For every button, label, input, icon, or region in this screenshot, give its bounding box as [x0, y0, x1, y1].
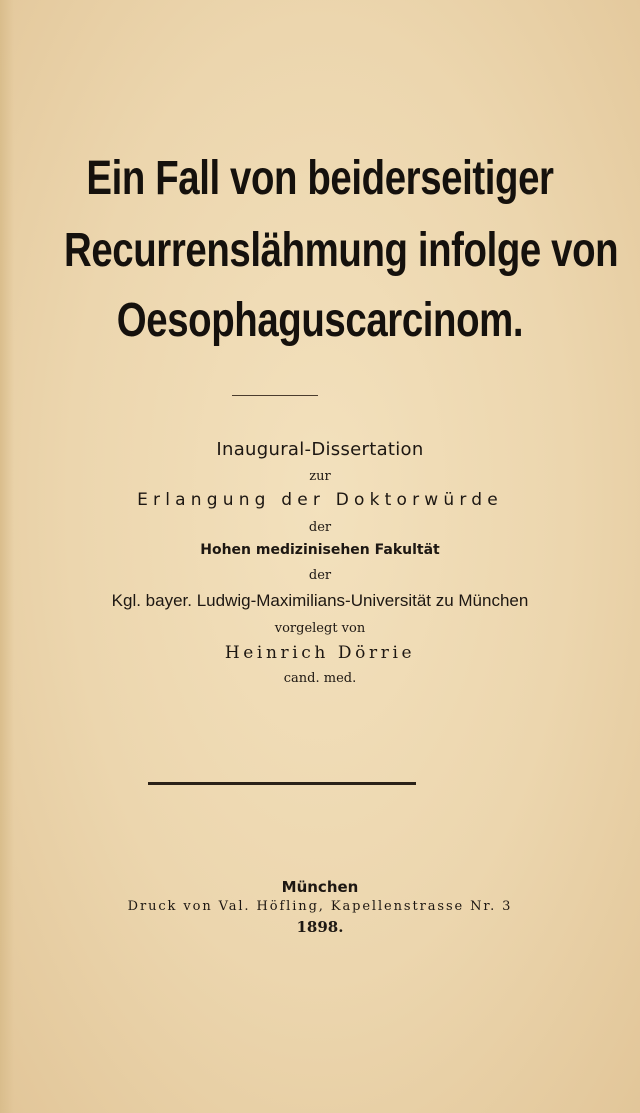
university-text: Kgl. bayer. Ludwig-Maximilians-Universität zu München	[111, 591, 529, 610]
faculty-text: Hohen medizinisehen Fakultät	[200, 542, 440, 558]
der-text-1: der	[308, 520, 332, 535]
presented-by-text: vorgelegt von	[274, 621, 366, 636]
der-text-2: der	[308, 568, 332, 583]
dissertation-type: Inaugural-Dissertation	[216, 439, 424, 460]
printer-text: Druck von Val. Höfling, Kapellenstrasse Nr. 3	[127, 899, 513, 914]
purpose-text: Erlangung der Doktorwürde	[137, 490, 503, 510]
zur-text: zur	[309, 469, 331, 484]
degree-text: cand. med.	[283, 671, 357, 686]
city-text: München	[281, 878, 359, 896]
title-line-1: Ein Fall von beiderseitiger	[86, 152, 554, 205]
title-divider-rule	[232, 395, 318, 396]
author-name: Heinrich Dörrie	[224, 643, 416, 663]
title-line-3: Oesophaguscarcinom.	[116, 294, 524, 347]
title-line-2: Recurrenslähmung infolge von	[64, 224, 619, 277]
year-text: 1898.	[296, 918, 344, 936]
imprint-divider-rule	[148, 782, 416, 785]
